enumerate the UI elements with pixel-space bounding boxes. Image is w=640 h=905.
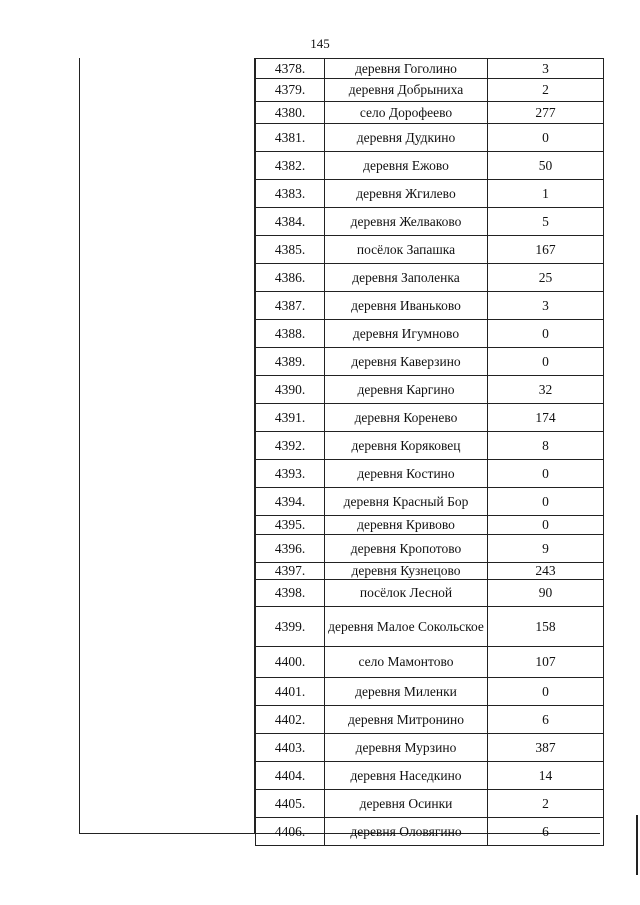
table-row [256, 734, 604, 762]
row-number: 4381. [256, 124, 325, 152]
row-number: 4383. [256, 180, 325, 208]
settlement-name: деревня Гоголино [325, 59, 488, 79]
row-number: 4382. [256, 152, 325, 180]
row-number: 4401. [256, 678, 325, 706]
row-number: 4397. [256, 563, 325, 580]
settlements-table-body [256, 59, 604, 846]
table-row [256, 152, 604, 180]
row-number: 4391. [256, 404, 325, 432]
settlement-name: деревня Красный Бор [325, 488, 488, 516]
table-row [256, 404, 604, 432]
table-row [256, 320, 604, 348]
population: 6 [488, 706, 604, 734]
population: 14 [488, 762, 604, 790]
settlement-name: деревня Каверзино [325, 348, 488, 376]
population: 243 [488, 563, 604, 580]
table-row [256, 580, 604, 607]
settlement-name: деревня Мурзино [325, 734, 488, 762]
settlement-name: деревня Малое Сокольское [325, 607, 488, 647]
table-row [256, 818, 604, 846]
row-number: 4394. [256, 488, 325, 516]
settlement-name: деревня Митронино [325, 706, 488, 734]
table-row [256, 264, 604, 292]
population: 2 [488, 790, 604, 818]
settlement-name: деревня Осинки [325, 790, 488, 818]
table-row [256, 762, 604, 790]
table-row [256, 79, 604, 102]
settlement-name: деревня Иваньково [325, 292, 488, 320]
table-row [256, 59, 604, 79]
row-number: 4400. [256, 647, 325, 678]
settlement-name: деревня Заполенка [325, 264, 488, 292]
table-row [256, 488, 604, 516]
table-row [256, 102, 604, 124]
row-number: 4384. [256, 208, 325, 236]
table-row [256, 348, 604, 376]
population: 2 [488, 79, 604, 102]
population: 6 [488, 818, 604, 846]
page-number: 145 [310, 36, 330, 51]
population: 167 [488, 236, 604, 264]
table-row [256, 647, 604, 678]
population: 5 [488, 208, 604, 236]
row-number: 4380. [256, 102, 325, 124]
population: 1 [488, 180, 604, 208]
row-number: 4402. [256, 706, 325, 734]
settlement-name: деревня Наседкино [325, 762, 488, 790]
settlement-name: деревня Коренево [325, 404, 488, 432]
population: 3 [488, 59, 604, 79]
settlement-name: деревня Кропотово [325, 535, 488, 563]
settlement-name: деревня Добрыниха [325, 79, 488, 102]
population: 387 [488, 734, 604, 762]
population: 50 [488, 152, 604, 180]
settlement-name: село Мамонтово [325, 647, 488, 678]
row-number: 4386. [256, 264, 325, 292]
table-row [256, 180, 604, 208]
settlement-name: деревня Желваково [325, 208, 488, 236]
table-row [256, 607, 604, 647]
table-row [256, 516, 604, 535]
settlement-name: деревня Жгилево [325, 180, 488, 208]
row-number: 4387. [256, 292, 325, 320]
settlement-name: посёлок Лесной [325, 580, 488, 607]
settlement-name: деревня Кузнецово [325, 563, 488, 580]
population: 8 [488, 432, 604, 460]
population: 107 [488, 647, 604, 678]
table-row [256, 790, 604, 818]
table-row [256, 124, 604, 152]
table-row [256, 432, 604, 460]
population: 0 [488, 320, 604, 348]
row-number: 4379. [256, 79, 325, 102]
row-number: 4378. [256, 59, 325, 79]
population: 0 [488, 516, 604, 535]
population: 32 [488, 376, 604, 404]
row-number: 4389. [256, 348, 325, 376]
row-number: 4406. [256, 818, 325, 846]
table-row [256, 563, 604, 580]
table-row [256, 706, 604, 734]
population: 3 [488, 292, 604, 320]
settlement-name: деревня Ежово [325, 152, 488, 180]
settlement-name: деревня Миленки [325, 678, 488, 706]
row-number: 4395. [256, 516, 325, 535]
table-row [256, 376, 604, 404]
settlement-name: деревня Игумново [325, 320, 488, 348]
row-number: 4392. [256, 432, 325, 460]
scan-edge-mark [636, 815, 638, 875]
row-number: 4390. [256, 376, 325, 404]
table-row [256, 236, 604, 264]
population: 158 [488, 607, 604, 647]
row-number: 4399. [256, 607, 325, 647]
population: 25 [488, 264, 604, 292]
population: 90 [488, 580, 604, 607]
settlement-name: деревня Каргино [325, 376, 488, 404]
table-row [256, 208, 604, 236]
settlement-name: деревня Дудкино [325, 124, 488, 152]
row-number: 4396. [256, 535, 325, 563]
population: 0 [488, 124, 604, 152]
population: 0 [488, 348, 604, 376]
table-row [256, 678, 604, 706]
population: 0 [488, 678, 604, 706]
region-column [79, 58, 255, 834]
settlement-name: село Дорофеево [325, 102, 488, 124]
settlement-name: деревня Коряковец [325, 432, 488, 460]
population: 9 [488, 535, 604, 563]
settlements-table [255, 58, 604, 846]
row-number: 4403. [256, 734, 325, 762]
population: 277 [488, 102, 604, 124]
settlement-name: деревня Кривово [325, 516, 488, 535]
table-row [256, 292, 604, 320]
population: 0 [488, 488, 604, 516]
settlement-name: деревня Оловягино [325, 818, 488, 846]
population: 0 [488, 460, 604, 488]
row-number: 4404. [256, 762, 325, 790]
table-row [256, 535, 604, 563]
table-row [256, 460, 604, 488]
settlement-name: деревня Костино [325, 460, 488, 488]
row-number: 4385. [256, 236, 325, 264]
population: 174 [488, 404, 604, 432]
row-number: 4398. [256, 580, 325, 607]
row-number: 4388. [256, 320, 325, 348]
row-number: 4405. [256, 790, 325, 818]
row-number: 4393. [256, 460, 325, 488]
settlement-name: посёлок Запашка [325, 236, 488, 264]
